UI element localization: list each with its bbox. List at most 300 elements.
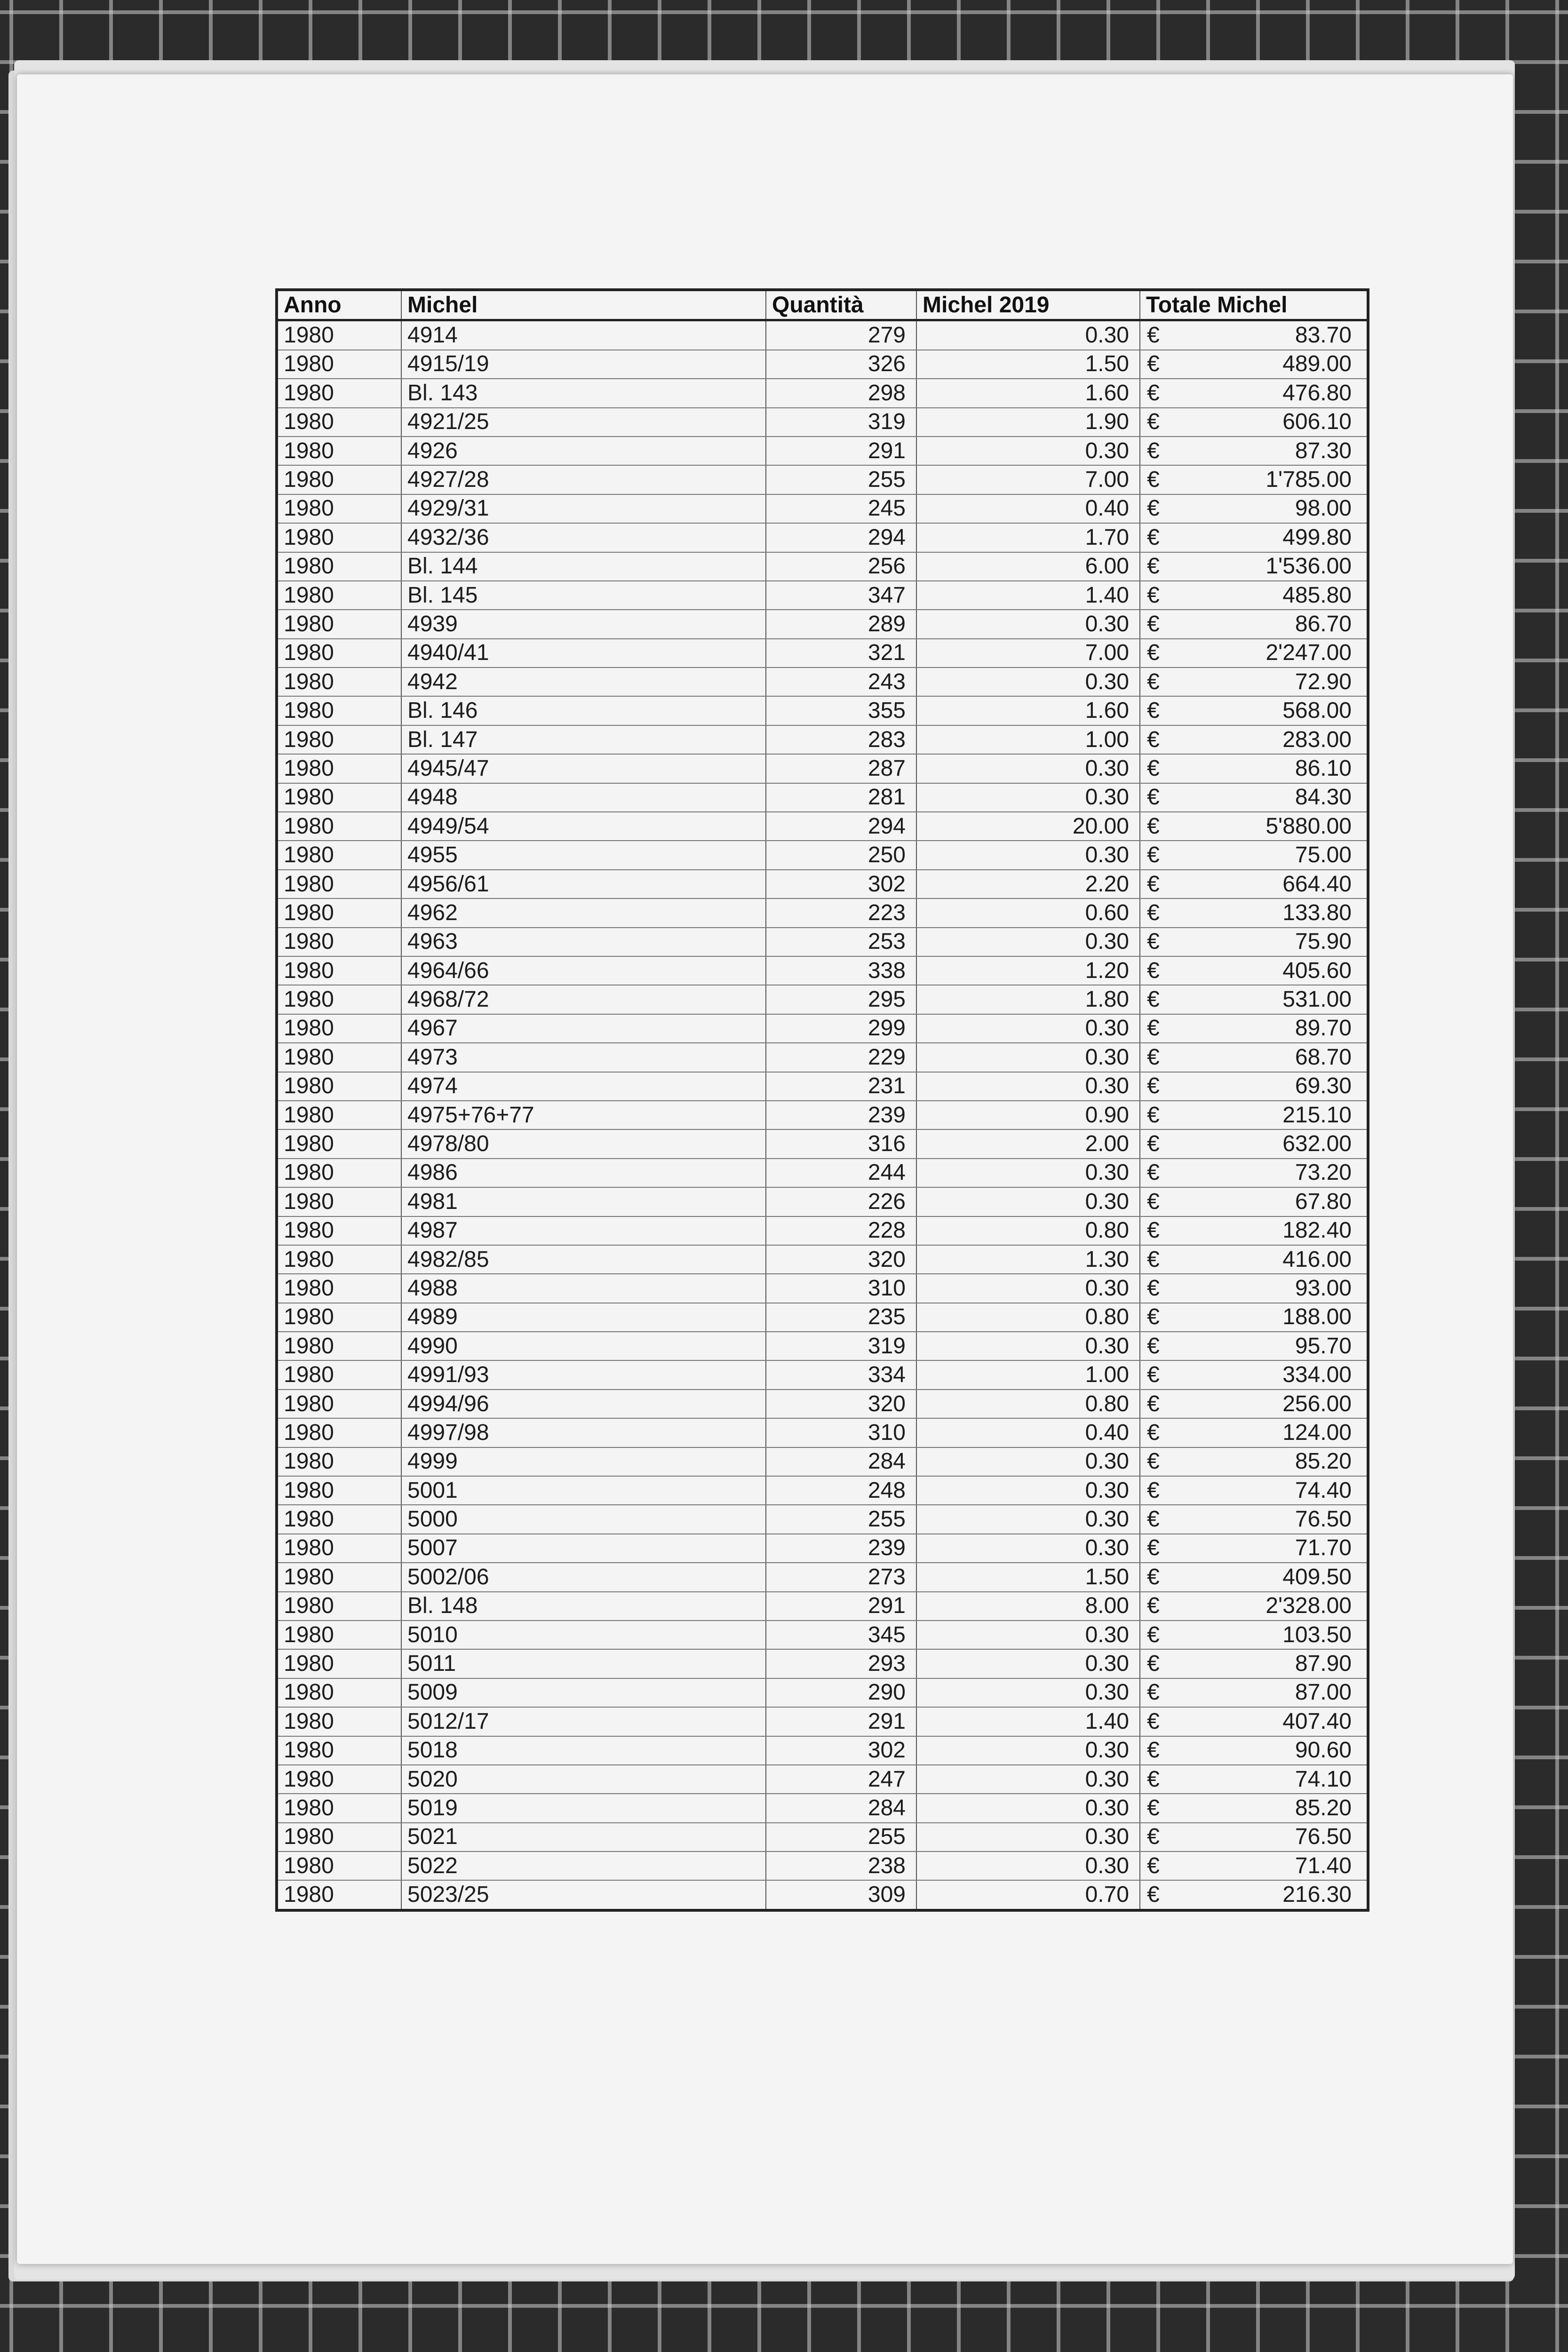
- total-value: 489.00: [1282, 351, 1352, 377]
- cell-michel-2019: 1.70: [916, 523, 1140, 552]
- euro-symbol: €: [1147, 1160, 1160, 1185]
- cell-michel: 4968/72: [401, 985, 766, 1014]
- cell-michel: 4962: [401, 898, 766, 927]
- cell-quantita: 291: [766, 437, 916, 465]
- cell-anno: 1980: [277, 1303, 401, 1332]
- cell-michel: 4940/41: [401, 639, 766, 667]
- cell-anno: 1980: [277, 1245, 401, 1274]
- cell-anno: 1980: [277, 1592, 401, 1621]
- total-value: 5'880.00: [1266, 813, 1352, 839]
- table-row: [277, 870, 1368, 898]
- cell-michel-2019: 0.30: [916, 1534, 1140, 1563]
- cell-totale-michel: [1140, 1678, 1368, 1707]
- cell-totale-michel: [1140, 1794, 1368, 1822]
- cell-anno: 1980: [277, 870, 401, 898]
- table-row: [277, 523, 1368, 552]
- cell-totale-michel: [1140, 350, 1368, 379]
- cell-michel-2019: 2.00: [916, 1129, 1140, 1158]
- cell-quantita: 295: [766, 985, 916, 1014]
- cell-quantita: 290: [766, 1678, 916, 1707]
- cell-anno: 1980: [277, 1794, 401, 1822]
- total-value: 215.10: [1282, 1102, 1352, 1128]
- cell-quantita: 283: [766, 725, 916, 754]
- cell-quantita: 284: [766, 1794, 916, 1822]
- cell-totale-michel: [1140, 1390, 1368, 1418]
- total-value: 87.90: [1295, 1651, 1352, 1677]
- total-value: 1'536.00: [1266, 554, 1352, 579]
- total-value: 499.80: [1282, 524, 1352, 550]
- table-row: [277, 1390, 1368, 1418]
- total-value: 1'785.00: [1266, 467, 1352, 493]
- cell-michel: 5023/25: [401, 1880, 766, 1910]
- cell-michel-2019: 1.00: [916, 1360, 1140, 1389]
- cell-quantita: 239: [766, 1534, 916, 1563]
- cell-quantita: 319: [766, 1332, 916, 1360]
- cell-michel-2019: 0.30: [916, 1649, 1140, 1678]
- cell-michel-2019: 0.30: [916, 1014, 1140, 1043]
- total-value: 632.00: [1282, 1131, 1352, 1157]
- total-value: 86.70: [1295, 611, 1352, 636]
- cell-anno: 1980: [277, 1014, 401, 1043]
- cell-michel-2019: 0.30: [916, 783, 1140, 812]
- euro-symbol: €: [1147, 1593, 1160, 1619]
- cell-quantita: 238: [766, 1851, 916, 1880]
- cell-quantita: 279: [766, 320, 916, 350]
- euro-symbol: €: [1147, 871, 1160, 897]
- table-row: [277, 1649, 1368, 1678]
- euro-symbol: €: [1147, 755, 1160, 781]
- cell-quantita: 253: [766, 928, 916, 956]
- cell-anno: 1980: [277, 1418, 401, 1447]
- cell-totale-michel: [1140, 1476, 1368, 1505]
- cell-quantita: 287: [766, 754, 916, 783]
- total-value: 334.00: [1282, 1362, 1352, 1388]
- cell-michel-2019: 0.70: [916, 1880, 1140, 1910]
- total-value: 85.20: [1295, 1796, 1352, 1820]
- header-michel: Michel: [401, 290, 766, 320]
- cell-quantita: 321: [766, 639, 916, 667]
- total-value: 76.50: [1295, 1507, 1352, 1532]
- cell-totale-michel: [1140, 1101, 1368, 1129]
- cell-michel: 4949/54: [401, 812, 766, 841]
- cell-quantita: 250: [766, 841, 916, 869]
- table-row: [277, 1592, 1368, 1621]
- cell-totale-michel: [1140, 465, 1368, 494]
- cell-michel: Bl. 145: [401, 581, 766, 610]
- cell-michel: 5010: [401, 1621, 766, 1649]
- cell-quantita: 298: [766, 379, 916, 407]
- cell-anno: 1980: [277, 696, 401, 725]
- cell-quantita: 231: [766, 1072, 916, 1101]
- cell-michel: 4999: [401, 1447, 766, 1476]
- total-value: 67.80: [1295, 1189, 1352, 1214]
- total-value: 407.40: [1282, 1708, 1352, 1734]
- table-row: [277, 350, 1368, 379]
- cell-anno: 1980: [277, 350, 401, 379]
- euro-symbol: €: [1147, 467, 1160, 493]
- euro-symbol: €: [1147, 698, 1160, 723]
- cell-quantita: 284: [766, 1447, 916, 1476]
- euro-symbol: €: [1147, 1102, 1160, 1128]
- table-row: [277, 379, 1368, 407]
- cell-michel: Bl. 143: [401, 379, 766, 407]
- table-row: [277, 1360, 1368, 1389]
- table-row: [277, 1851, 1368, 1880]
- cell-anno: 1980: [277, 1216, 401, 1245]
- cell-quantita: 255: [766, 465, 916, 494]
- cell-michel-2019: 1.00: [916, 725, 1140, 754]
- cell-totale-michel: [1140, 408, 1368, 437]
- euro-symbol: €: [1147, 1189, 1160, 1214]
- euro-symbol: €: [1147, 1507, 1160, 1532]
- table-row: [277, 1159, 1368, 1187]
- total-value: 83.70: [1295, 323, 1352, 348]
- cell-totale-michel: [1140, 1851, 1368, 1880]
- table-row: [277, 1303, 1368, 1332]
- cell-quantita: 256: [766, 552, 916, 581]
- euro-symbol: €: [1147, 987, 1160, 1012]
- euro-symbol: €: [1147, 438, 1160, 463]
- total-value: 476.80: [1282, 380, 1352, 405]
- cell-quantita: 235: [766, 1303, 916, 1332]
- cell-totale-michel: [1140, 1332, 1368, 1360]
- header-anno: Anno: [277, 290, 401, 320]
- cell-totale-michel: [1140, 1159, 1368, 1187]
- cell-anno: 1980: [277, 320, 401, 350]
- euro-symbol: €: [1147, 524, 1160, 550]
- cell-quantita: 302: [766, 870, 916, 898]
- cell-anno: 1980: [277, 408, 401, 437]
- table-row: [277, 1534, 1368, 1563]
- table-row: [277, 1332, 1368, 1360]
- cell-anno: 1980: [277, 841, 401, 869]
- header-michel-2019: Michel 2019: [916, 290, 1140, 320]
- total-value: 95.70: [1295, 1333, 1352, 1359]
- cell-quantita: 255: [766, 1823, 916, 1851]
- cell-michel-2019: 0.80: [916, 1216, 1140, 1245]
- euro-symbol: €: [1147, 1853, 1160, 1878]
- euro-symbol: €: [1147, 785, 1160, 810]
- cell-totale-michel: [1140, 1274, 1368, 1303]
- cell-totale-michel: [1140, 610, 1368, 638]
- cell-totale-michel: [1140, 1592, 1368, 1621]
- table-row: [277, 1216, 1368, 1245]
- cell-anno: 1980: [277, 1736, 401, 1765]
- cell-anno: 1980: [277, 725, 401, 754]
- total-value: 2'247.00: [1266, 640, 1352, 666]
- table-row: [277, 725, 1368, 754]
- cell-totale-michel: [1140, 639, 1368, 667]
- total-value: 133.80: [1282, 900, 1352, 925]
- cell-quantita: 338: [766, 956, 916, 985]
- euro-symbol: €: [1147, 813, 1160, 839]
- cell-michel-2019: 7.00: [916, 639, 1140, 667]
- euro-symbol: €: [1147, 727, 1160, 752]
- cell-totale-michel: [1140, 494, 1368, 523]
- cell-quantita: 226: [766, 1187, 916, 1216]
- table-row: [277, 1274, 1368, 1303]
- cell-michel-2019: 0.30: [916, 1505, 1140, 1534]
- cell-michel: 4988: [401, 1274, 766, 1303]
- cell-quantita: 289: [766, 610, 916, 638]
- table-row: [277, 1187, 1368, 1216]
- total-value: 182.40: [1282, 1218, 1352, 1243]
- cell-totale-michel: [1140, 379, 1368, 407]
- cell-totale-michel: [1140, 1823, 1368, 1851]
- cell-michel: Bl. 148: [401, 1592, 766, 1621]
- table-row: [277, 1794, 1368, 1822]
- cell-quantita: 248: [766, 1476, 916, 1505]
- cell-quantita: 316: [766, 1129, 916, 1158]
- cell-michel: 4987: [401, 1216, 766, 1245]
- cell-michel-2019: 0.30: [916, 1851, 1140, 1880]
- table-row: [277, 754, 1368, 783]
- total-value: 72.90: [1295, 669, 1352, 694]
- cell-michel-2019: 0.30: [916, 754, 1140, 783]
- cell-quantita: 281: [766, 783, 916, 812]
- table-row: [277, 1072, 1368, 1101]
- euro-symbol: €: [1147, 1131, 1160, 1157]
- cell-anno: 1980: [277, 1159, 401, 1187]
- cell-michel: 4967: [401, 1014, 766, 1043]
- cell-quantita: 255: [766, 1505, 916, 1534]
- cell-quantita: 320: [766, 1390, 916, 1418]
- euro-symbol: €: [1147, 1218, 1160, 1243]
- cell-quantita: 244: [766, 1159, 916, 1187]
- table-row: [277, 1245, 1368, 1274]
- cell-michel: 4986: [401, 1159, 766, 1187]
- cell-quantita: 223: [766, 898, 916, 927]
- table-body: [277, 320, 1368, 1910]
- cell-michel-2019: 0.30: [916, 928, 1140, 956]
- cell-totale-michel: [1140, 1621, 1368, 1649]
- cell-totale-michel: [1140, 985, 1368, 1014]
- total-value: 568.00: [1282, 698, 1352, 723]
- cell-michel-2019: 0.30: [916, 1476, 1140, 1505]
- total-value: 75.90: [1295, 929, 1352, 954]
- cell-totale-michel: [1140, 1534, 1368, 1563]
- cell-totale-michel: [1140, 667, 1368, 696]
- cell-michel: Bl. 146: [401, 696, 766, 725]
- cell-michel: 4994/96: [401, 1390, 766, 1418]
- cell-totale-michel: [1140, 1418, 1368, 1447]
- cell-quantita: 294: [766, 812, 916, 841]
- cell-totale-michel: [1140, 1505, 1368, 1534]
- euro-symbol: €: [1147, 1478, 1160, 1503]
- cell-michel: 4927/28: [401, 465, 766, 494]
- euro-symbol: €: [1147, 1535, 1160, 1561]
- cell-anno: 1980: [277, 928, 401, 956]
- cell-totale-michel: [1140, 841, 1368, 869]
- cell-totale-michel: [1140, 1447, 1368, 1476]
- cell-totale-michel: [1140, 928, 1368, 956]
- euro-symbol: €: [1147, 1420, 1160, 1445]
- cell-anno: 1980: [277, 1043, 401, 1072]
- cell-michel-2019: 0.30: [916, 841, 1140, 869]
- cell-totale-michel: [1140, 1649, 1368, 1678]
- total-value: 87.30: [1295, 438, 1352, 463]
- total-value: 73.20: [1295, 1160, 1352, 1185]
- cell-quantita: 310: [766, 1274, 916, 1303]
- cell-totale-michel: [1140, 552, 1368, 581]
- cell-anno: 1980: [277, 465, 401, 494]
- table-row: [277, 985, 1368, 1014]
- cell-anno: 1980: [277, 1072, 401, 1101]
- euro-symbol: €: [1147, 611, 1160, 636]
- cell-michel-2019: 1.20: [916, 956, 1140, 985]
- cell-michel: 4914: [401, 320, 766, 350]
- cell-quantita: 229: [766, 1043, 916, 1072]
- table-row: [277, 494, 1368, 523]
- cell-michel: Bl. 144: [401, 552, 766, 581]
- total-value: 76.50: [1295, 1824, 1352, 1850]
- table-row: [277, 610, 1368, 638]
- table-row: [277, 1101, 1368, 1129]
- cell-michel-2019: 0.30: [916, 610, 1140, 638]
- table-row: [277, 320, 1368, 350]
- cell-anno: 1980: [277, 956, 401, 985]
- cell-anno: 1980: [277, 494, 401, 523]
- cell-quantita: 291: [766, 1707, 916, 1736]
- euro-symbol: €: [1147, 1275, 1160, 1301]
- cell-totale-michel: [1140, 1043, 1368, 1072]
- table-row: [277, 639, 1368, 667]
- cell-michel-2019: 0.30: [916, 320, 1140, 350]
- cell-michel-2019: 0.90: [916, 1101, 1140, 1129]
- cell-michel: 4945/47: [401, 754, 766, 783]
- total-value: 188.00: [1282, 1304, 1352, 1330]
- cell-michel: 4929/31: [401, 494, 766, 523]
- cell-michel: 4921/25: [401, 408, 766, 437]
- cell-quantita: 355: [766, 696, 916, 725]
- cell-michel: 5007: [401, 1534, 766, 1563]
- table-row: [277, 1621, 1368, 1649]
- cell-totale-michel: [1140, 1303, 1368, 1332]
- cell-michel-2019: 1.50: [916, 350, 1140, 379]
- cell-quantita: 302: [766, 1736, 916, 1765]
- cell-totale-michel: [1140, 1072, 1368, 1101]
- total-value: 416.00: [1282, 1247, 1352, 1272]
- cell-quantita: 243: [766, 667, 916, 696]
- table-row: [277, 1014, 1368, 1043]
- cell-michel: 5019: [401, 1794, 766, 1822]
- euro-symbol: €: [1147, 409, 1160, 435]
- cell-michel-2019: 1.80: [916, 985, 1140, 1014]
- total-value: 2'328.00: [1266, 1593, 1352, 1619]
- cell-michel-2019: 0.30: [916, 1823, 1140, 1851]
- cell-michel: 4926: [401, 437, 766, 465]
- cell-totale-michel: [1140, 725, 1368, 754]
- cell-quantita: 273: [766, 1563, 916, 1591]
- cell-quantita: 320: [766, 1245, 916, 1274]
- total-value: 69.30: [1295, 1073, 1352, 1099]
- total-value: 71.40: [1295, 1853, 1352, 1878]
- total-value: 84.30: [1295, 785, 1352, 810]
- cell-anno: 1980: [277, 754, 401, 783]
- cell-michel-2019: 0.40: [916, 1418, 1140, 1447]
- total-value: 124.00: [1282, 1420, 1352, 1445]
- table-row: [277, 1043, 1368, 1072]
- euro-symbol: €: [1147, 496, 1160, 521]
- cell-michel-2019: 0.30: [916, 1332, 1140, 1360]
- cell-michel: 4981: [401, 1187, 766, 1216]
- euro-symbol: €: [1147, 929, 1160, 954]
- cell-anno: 1980: [277, 610, 401, 638]
- table-row: [277, 1736, 1368, 1765]
- total-value: 85.20: [1295, 1449, 1352, 1474]
- cell-anno: 1980: [277, 1390, 401, 1418]
- total-value: 664.40: [1282, 871, 1352, 897]
- total-value: 74.10: [1295, 1766, 1352, 1792]
- cell-quantita: 291: [766, 1592, 916, 1621]
- cell-anno: 1980: [277, 812, 401, 841]
- cell-michel: 4939: [401, 610, 766, 638]
- cell-totale-michel: [1140, 1563, 1368, 1591]
- cell-michel-2019: 0.30: [916, 1678, 1140, 1707]
- total-value: 98.00: [1295, 496, 1352, 521]
- euro-symbol: €: [1147, 1362, 1160, 1388]
- table-row: [277, 1765, 1368, 1794]
- total-value: 75.00: [1295, 842, 1352, 868]
- euro-symbol: €: [1147, 1391, 1160, 1416]
- table-row: [277, 1418, 1368, 1447]
- cell-quantita: 326: [766, 350, 916, 379]
- cell-totale-michel: [1140, 1360, 1368, 1389]
- cell-michel: 4997/98: [401, 1418, 766, 1447]
- cell-michel: 4974: [401, 1072, 766, 1101]
- cell-michel-2019: 0.30: [916, 1765, 1140, 1794]
- cell-anno: 1980: [277, 1823, 401, 1851]
- euro-symbol: €: [1147, 1016, 1160, 1041]
- cell-quantita: 299: [766, 1014, 916, 1043]
- cell-anno: 1980: [277, 898, 401, 927]
- cell-michel: 4973: [401, 1043, 766, 1072]
- euro-symbol: €: [1147, 1333, 1160, 1359]
- euro-symbol: €: [1147, 842, 1160, 868]
- cell-michel: 4956/61: [401, 870, 766, 898]
- cell-totale-michel: [1140, 581, 1368, 610]
- cell-anno: 1980: [277, 639, 401, 667]
- total-value: 74.40: [1295, 1478, 1352, 1503]
- cell-anno: 1980: [277, 1129, 401, 1158]
- cell-anno: 1980: [277, 1707, 401, 1736]
- table-row: [277, 783, 1368, 812]
- total-value: 283.00: [1282, 727, 1352, 752]
- cell-totale-michel: [1140, 437, 1368, 465]
- total-value: 68.70: [1295, 1044, 1352, 1070]
- total-value: 89.70: [1295, 1016, 1352, 1041]
- cell-totale-michel: [1140, 696, 1368, 725]
- cell-quantita: 228: [766, 1216, 916, 1245]
- table-row: [277, 956, 1368, 985]
- header-row: [277, 290, 1368, 320]
- cell-anno: 1980: [277, 1360, 401, 1389]
- cell-michel: 5001: [401, 1476, 766, 1505]
- cell-totale-michel: [1140, 1707, 1368, 1736]
- cell-anno: 1980: [277, 1274, 401, 1303]
- cell-michel: 5021: [401, 1823, 766, 1851]
- table-row: [277, 696, 1368, 725]
- cell-michel: 5022: [401, 1851, 766, 1880]
- cell-michel-2019: 0.30: [916, 1621, 1140, 1649]
- cell-michel: 4964/66: [401, 956, 766, 985]
- cell-michel: 5011: [401, 1649, 766, 1678]
- table-row: [277, 1707, 1368, 1736]
- cell-anno: 1980: [277, 1621, 401, 1649]
- euro-symbol: €: [1147, 1651, 1160, 1677]
- euro-symbol: €: [1147, 1073, 1160, 1099]
- cell-anno: 1980: [277, 379, 401, 407]
